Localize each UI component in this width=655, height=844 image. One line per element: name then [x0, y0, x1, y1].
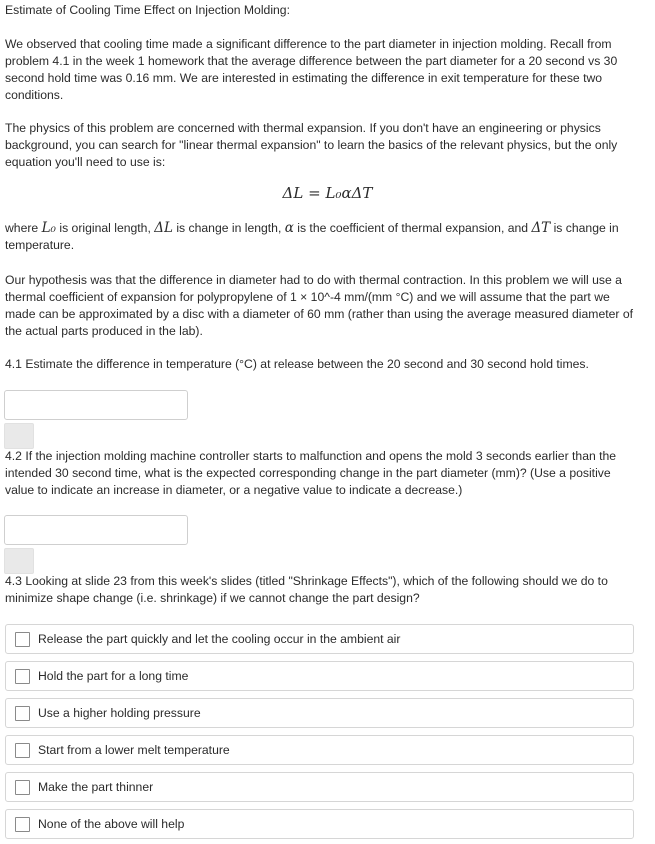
hypothesis-paragraph: Our hypothesis was that the difference in diameter had to do with thermal contraction. In this problem we will use a thermal coefficient of expansion for polypropylene of 1 × 10^-4 mm/(mm °C) and we will assume that the part we made can be approximated by a disc with a diameter of 60 mm (rather than using the average measured diameter of the actual parts produced in the lab).: [5, 273, 633, 338]
option-higher-pressure[interactable]: [5, 698, 634, 728]
checkbox[interactable]: [15, 743, 30, 758]
checkbox[interactable]: [15, 817, 30, 832]
option-label: Use a higher holding pressure: [38, 706, 201, 720]
option-label: None of the above will help: [38, 817, 185, 831]
def-text: is change in temperature.: [5, 221, 619, 252]
option-label: Release the part quickly and let the cooling occur in the ambient air: [38, 632, 401, 646]
symbol-delta-l: ΔL: [154, 220, 173, 236]
intro-paragraph: We observed that cooling time made a significant difference to the part diameter in injection molding. Recall from problem 4.1 in the week 1 homework that the average difference between the part diameter for a 20 second vs 30 second hold time was 0.16 mm. We are interested in estimating the difference in exit temperature for these two conditions.: [5, 37, 618, 102]
def-text: where: [5, 221, 42, 235]
symbol-alpha: α: [284, 220, 294, 236]
question-4-3: 4.3 Looking at slide 23 from this week's slides (titled "Shrinkage Effects"), which of the following should we do to minimize shape change (i.e. shrinkage) if we cannot change the part design?: [5, 574, 608, 605]
equation-equals: =: [308, 184, 321, 202]
checkbox[interactable]: [15, 706, 30, 721]
option-none[interactable]: [5, 809, 634, 839]
symbol-l0: L₀: [41, 220, 56, 236]
check-button-4-1[interactable]: [4, 423, 34, 449]
answer-input-4-2[interactable]: [4, 515, 188, 545]
checkbox[interactable]: [15, 632, 30, 647]
physics-paragraph: The physics of this problem are concerned with thermal expansion. If you don't have an engineering or physics background, you can search for "linear thermal expansion" to learn the basics of the relevant physics, but the only equation you'll need to use is:: [5, 121, 618, 169]
checkbox[interactable]: [15, 780, 30, 795]
equation-rhs: L₀αΔT: [325, 184, 373, 202]
option-lower-melt-temp[interactable]: [5, 735, 634, 765]
symbol-delta-t: ΔT: [531, 220, 551, 236]
thermal-expansion-equation: [0, 184, 655, 202]
checkbox[interactable]: [15, 669, 30, 684]
answer-input-4-1[interactable]: [4, 390, 188, 420]
def-text: is change in length,: [172, 221, 285, 235]
equation-lhs: ΔL: [282, 184, 304, 202]
question-4-2: 4.2 If the injection molding machine controller starts to malfunction and opens the mold 3 seconds earlier than the intended 30 second time, what is the expected corresponding change in the part diameter (mm)? (Use a positive value to indicate an increase in diameter, or a negative value to indicate a decrease.): [5, 449, 617, 497]
option-label: Start from a lower melt temperature: [38, 743, 230, 757]
question-4-1: 4.1 Estimate the difference in temperature (°C) at release between the 20 second and 30 second hold times.: [5, 357, 589, 371]
page-title: Estimate of Cooling Time Effect on Injection Molding:: [5, 3, 290, 17]
option-hold-long[interactable]: [5, 661, 634, 691]
variable-definitions: [5, 220, 633, 254]
option-thinner-part[interactable]: [5, 772, 634, 802]
option-label: Hold the part for a long time: [38, 669, 189, 683]
option-label: Make the part thinner: [38, 780, 154, 794]
def-text: is the coefficient of thermal expansion, and: [293, 221, 532, 235]
option-release-quickly[interactable]: [5, 624, 634, 654]
def-text: is original length,: [55, 221, 155, 235]
check-button-4-2[interactable]: [4, 548, 34, 574]
